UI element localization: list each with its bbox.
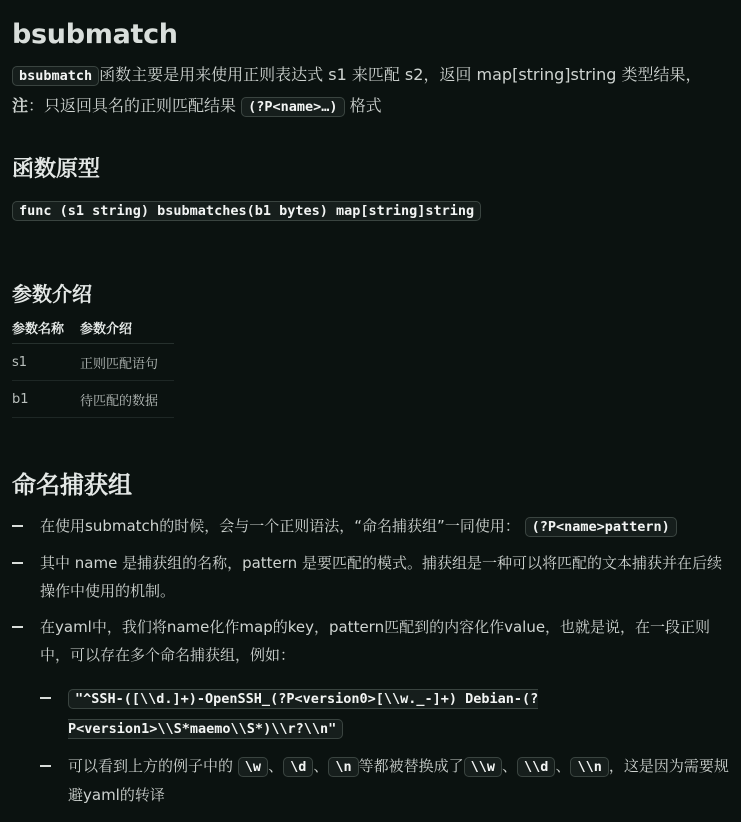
list-item-code: (?P<name>pattern) bbox=[525, 517, 677, 537]
intro-code-pattern: (?P<name>…) bbox=[241, 97, 344, 117]
params-col-name: 参数名称 bbox=[12, 311, 80, 344]
list-item bbox=[40, 684, 730, 744]
list-item bbox=[12, 613, 732, 669]
list-item bbox=[12, 512, 732, 541]
prototype-code: func (s1 string) bsubmatches(b1 bytes) map[string]string bbox=[12, 201, 481, 221]
params-table bbox=[12, 311, 174, 418]
note-prefix: 可以看到上方的例子中的 bbox=[68, 757, 234, 775]
list-item-text: 在使用submatch的时候，会与一个正则语法，“命名捕获组”一同使用： bbox=[40, 517, 520, 535]
code-backslash-n: \n bbox=[328, 757, 358, 777]
note-mid: 等都被替换成了 bbox=[358, 757, 464, 775]
intro-paragraph bbox=[12, 60, 729, 122]
regex-example-code: "^SSH-([\\d.]+)-OpenSSH_(?P<version0>[\\w._-]+) Debian-(?P<version1>\\S*maemo\\S*)\\r?\\n" bbox=[68, 691, 539, 737]
intro-code-function: bsubmatch bbox=[12, 66, 99, 86]
param-name: b1 bbox=[12, 381, 80, 418]
bullet-dash-icon bbox=[12, 525, 23, 527]
capture-list bbox=[12, 512, 732, 677]
bullet-dash-icon bbox=[12, 562, 23, 564]
list-item bbox=[12, 549, 732, 605]
intro-note-bold: 注 bbox=[12, 96, 29, 115]
param-name: s1 bbox=[12, 344, 80, 381]
table-row bbox=[12, 344, 174, 381]
intro-text-2: ：只返回具名的正则匹配结果 bbox=[28, 96, 242, 115]
prototype-heading: 函数原型 bbox=[12, 157, 101, 182]
page-title: bsubmatch bbox=[12, 19, 178, 50]
list-item-text: 其中 name 是捕获组的名称，pattern 是要匹配的模式。捕获组是一种可以将匹配的文本捕获并在后续操作中使用的机制。 bbox=[40, 554, 722, 600]
bullet-dash-icon bbox=[12, 626, 23, 628]
param-desc: 正则匹配语句 bbox=[80, 344, 174, 381]
code-double-backslash-n: \\n bbox=[570, 757, 608, 777]
capture-sublist bbox=[40, 684, 730, 817]
intro-text-1: 函数主要是用来使用正则表达式 s1 来匹配 s2，返回 map[string]string 类型结果， bbox=[99, 65, 702, 84]
bullet-dash-icon bbox=[40, 697, 51, 699]
note-suffix: ，这是因为需要规避yaml的转译 bbox=[68, 757, 729, 804]
code-backslash-d: \d bbox=[283, 757, 313, 777]
table-row bbox=[12, 381, 174, 418]
param-desc: 待匹配的数据 bbox=[80, 381, 174, 418]
intro-text-3: 格式 bbox=[344, 96, 382, 115]
params-col-desc: 参数介绍 bbox=[80, 311, 174, 344]
code-double-backslash-w: \\w bbox=[464, 757, 502, 777]
bullet-dash-icon bbox=[40, 765, 51, 767]
params-heading: 参数介绍 bbox=[12, 282, 92, 306]
list-item-text: 在yaml中，我们将name化作map的key，pattern匹配到的内容化作value，也就是说，在一段正则中，可以存在多个命名捕获组，例如： bbox=[40, 618, 711, 664]
code-backslash-w: \w bbox=[238, 757, 268, 777]
list-item: 可以看到上方的例子中的 \w 、 \d 、 \n 等都被替换成了 \\w 、 \\d 、 \\n ，这是因为需要规避yaml的转译 bbox=[40, 752, 730, 809]
params-header-row bbox=[12, 311, 174, 344]
capture-heading: 命名捕获组 bbox=[12, 471, 132, 499]
code-double-backslash-d: \\d bbox=[517, 757, 555, 777]
